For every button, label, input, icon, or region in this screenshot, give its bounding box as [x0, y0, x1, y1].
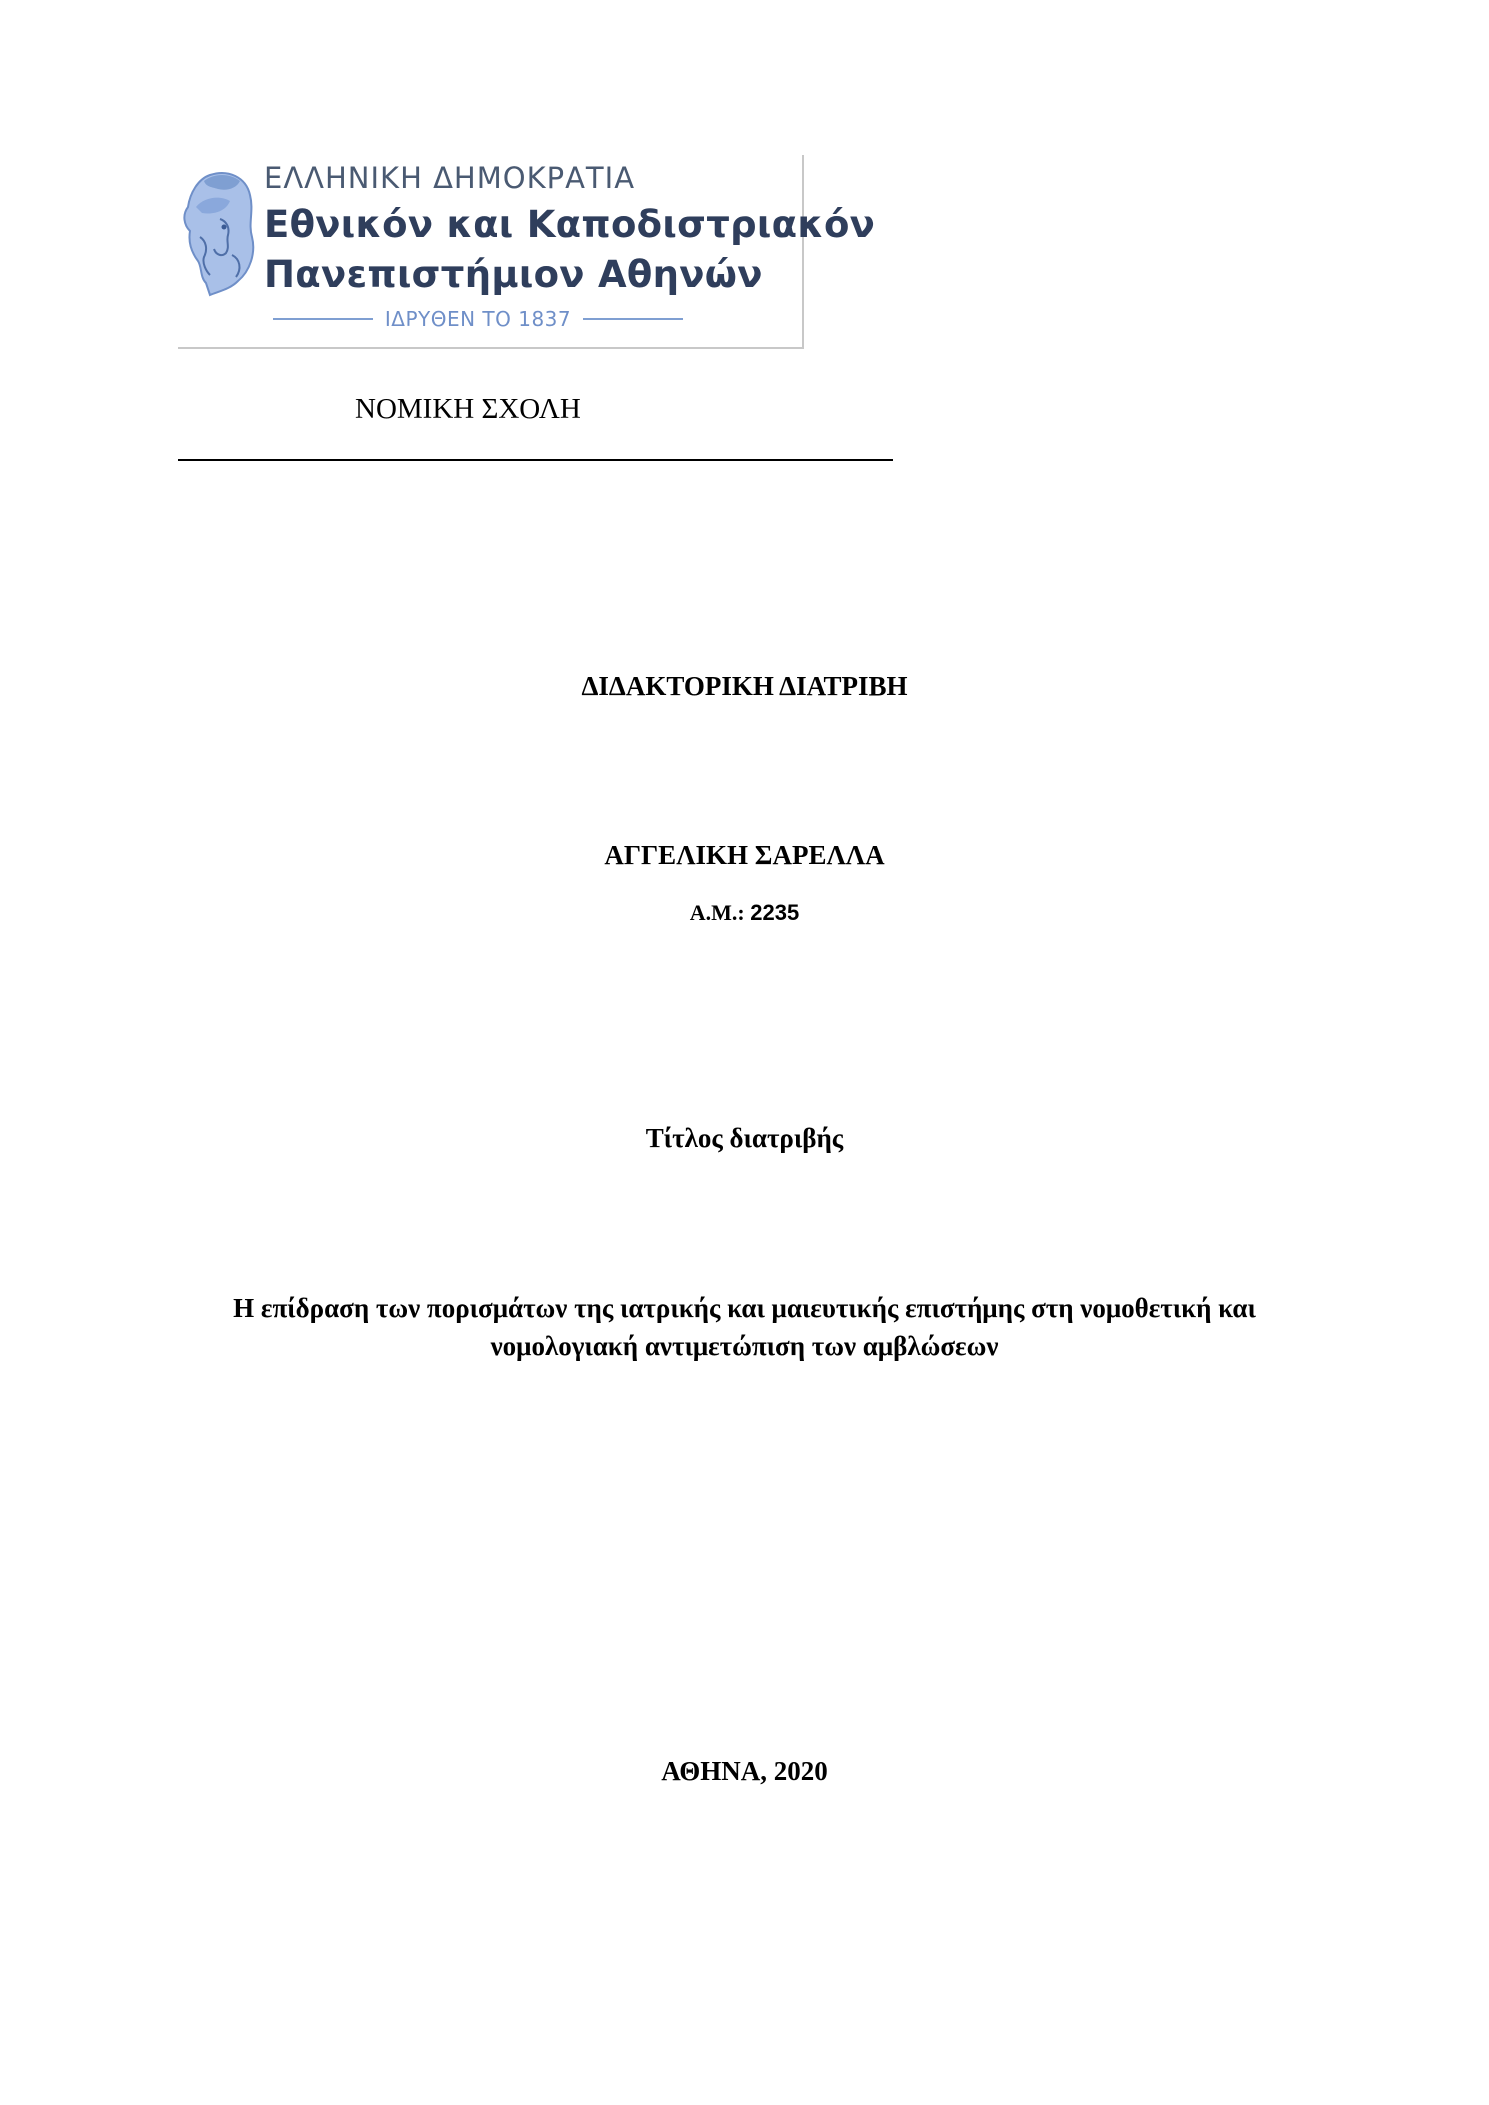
logo-founded-text: ΙΔΡΥΘΕΝ ΤΟ 1837 — [384, 307, 572, 331]
thesis-title-label: Τίτλος διατριβής — [645, 1123, 844, 1153]
place-and-year: ΑΘΗΝΑ, 2020 — [661, 1756, 828, 1786]
thesis-title-line2: νομολογιακή αντιμετώπιση των αμβλώσεων — [490, 1331, 999, 1361]
logo-divider-left — [273, 318, 373, 320]
registration-value: 2235 — [750, 900, 800, 925]
registration-label: Α.Μ.: — [689, 900, 745, 925]
author-name: ΑΓΓΕΛΙΚΗ ΣΑΡΕΛΛΑ — [604, 840, 885, 870]
logo-founded-row — [273, 307, 683, 331]
faculty-divider — [178, 459, 893, 461]
thesis-title — [0, 1289, 1489, 1365]
logo-university-name-line1: Εθνικόν και Καποδιστριακόν — [264, 203, 876, 246]
university-logo — [178, 155, 876, 349]
logo-university-name-line2: Πανεπιστήμιον Αθηνών — [264, 253, 763, 296]
document-type: ΔΙΔΑΚΤΟΡΙΚΗ ΔΙΑΤΡΙΒΗ — [581, 671, 908, 701]
logo-divider-right — [583, 318, 683, 320]
logo-country-text: ΕΛΛΗΝΙΚΗ ΔΗΜΟΚΡΑΤΙΑ — [264, 161, 636, 195]
registration-number — [0, 900, 1489, 926]
faculty-name: ΝΟΜΙΚΗ ΣΧΟΛΗ — [355, 393, 581, 425]
thesis-title-line1: Η επίδραση των πορισμάτων της ιατρικής και μαιευτικής επιστήμης στη νομοθετική και — [233, 1293, 1256, 1323]
athena-head-icon — [180, 167, 258, 301]
